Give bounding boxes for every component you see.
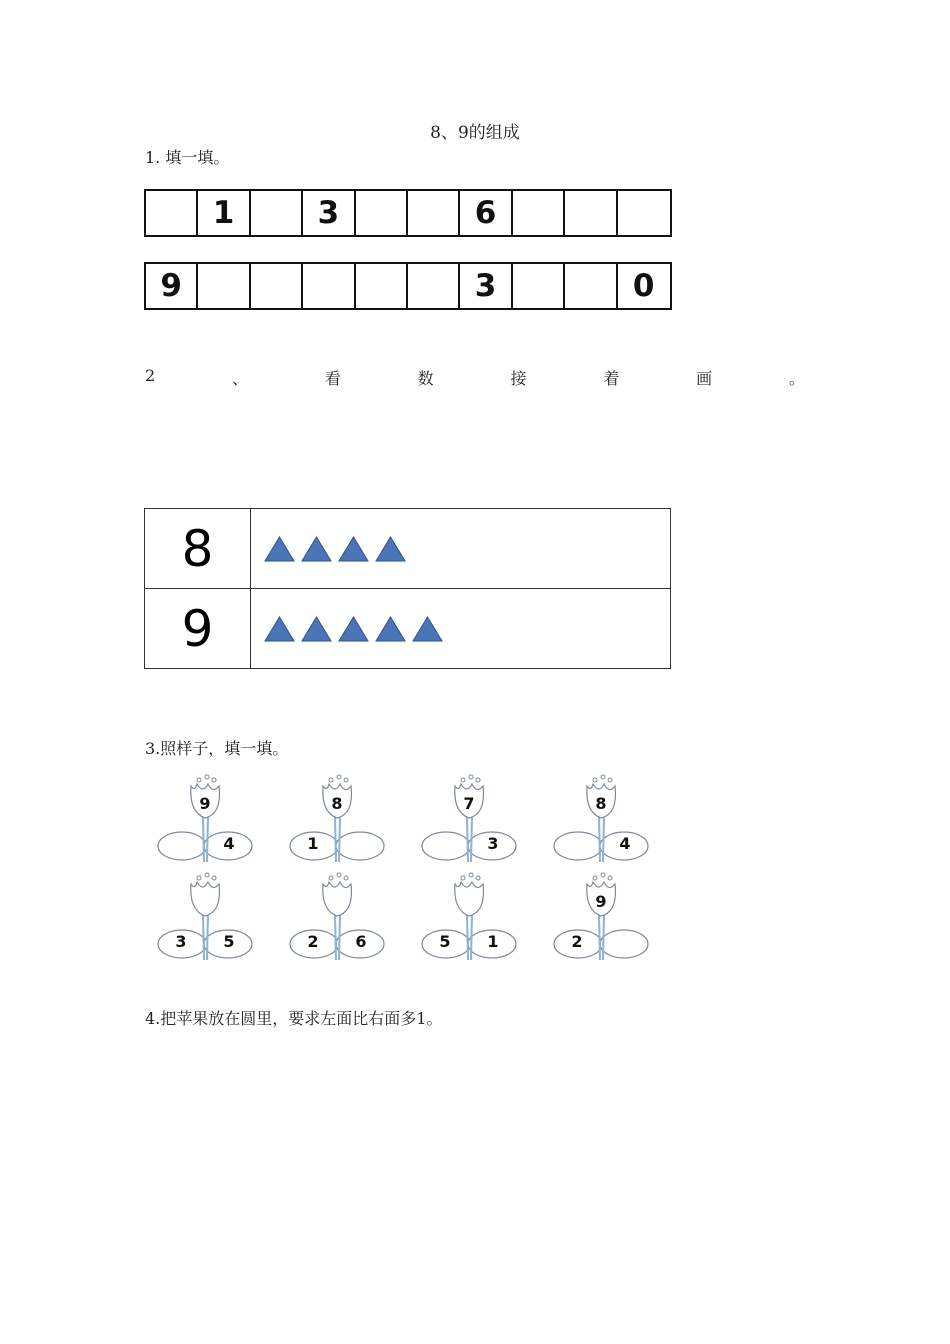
question-4-label: 4.把苹果放在圆里，要求左面比右面多1。	[145, 1009, 443, 1028]
q2-char: 接	[510, 369, 527, 388]
row-number: 9	[145, 589, 251, 668]
flower-item	[419, 870, 519, 970]
flower-grid	[155, 772, 655, 972]
q2-char: 着	[603, 369, 620, 388]
grid-cell[interactable]	[251, 191, 303, 235]
number-grid-row-1	[144, 189, 672, 237]
triangle-drawing-area[interactable]	[251, 589, 670, 668]
tulip-icon	[155, 772, 255, 872]
grid-cell[interactable]	[146, 191, 198, 235]
flower-top-number: 7	[463, 794, 475, 813]
tulip-icon	[155, 870, 255, 970]
tulip-icon	[419, 870, 519, 970]
triangle-drawing-area[interactable]	[251, 509, 670, 588]
tulip-icon	[551, 772, 651, 872]
triangle-icon	[337, 615, 370, 643]
tulip-icon	[287, 772, 387, 872]
grid-cell[interactable]	[565, 264, 617, 308]
flower-top-number: 9	[199, 794, 211, 813]
grid-cell[interactable]: 9	[146, 264, 198, 308]
q2-char: 。	[788, 369, 805, 388]
tulip-icon	[419, 772, 519, 872]
tulip-icon	[551, 870, 651, 970]
triangle-row-9	[145, 589, 670, 668]
grid-cell[interactable]: 1	[198, 191, 250, 235]
question-3-label: 3.照样子，填一填。	[145, 739, 289, 758]
triangle-icon	[263, 615, 296, 643]
flower-right-number: 5	[223, 932, 235, 951]
grid-cell[interactable]	[408, 264, 460, 308]
grid-cell[interactable]	[356, 264, 408, 308]
triangle-icon	[263, 535, 296, 563]
flower-left-number: 1	[307, 834, 319, 853]
grid-cell[interactable]: 3	[303, 191, 355, 235]
triangle-icon	[300, 615, 333, 643]
grid-cell[interactable]	[513, 191, 565, 235]
grid-cell[interactable]	[251, 264, 303, 308]
grid-cell[interactable]	[618, 191, 670, 235]
q2-char: 画	[696, 369, 713, 388]
flower-item	[287, 772, 387, 872]
question-2-label	[145, 366, 805, 389]
flower-item	[551, 870, 651, 970]
grid-cell[interactable]: 6	[460, 191, 512, 235]
flower-right-number: 6	[355, 932, 367, 951]
q2-char: 、	[232, 369, 249, 388]
flower-top-number: 8	[331, 794, 343, 813]
flower-top-number: 8	[595, 794, 607, 813]
triangle-table	[144, 508, 671, 669]
flower-right-number: 4	[619, 834, 631, 853]
q2-char: 数	[417, 369, 434, 388]
grid-cell[interactable]	[565, 191, 617, 235]
flower-item	[287, 870, 387, 970]
triangle-icon	[411, 615, 444, 643]
flower-left-number: 3	[175, 932, 187, 951]
grid-cell[interactable]	[303, 264, 355, 308]
grid-cell[interactable]	[356, 191, 408, 235]
grid-cell[interactable]	[513, 264, 565, 308]
flower-left-number: 5	[439, 932, 451, 951]
triangle-icon	[374, 615, 407, 643]
flower-left-number: 2	[571, 932, 583, 951]
triangle-row-8	[145, 509, 670, 589]
row-number: 8	[145, 509, 251, 588]
triangle-icon	[337, 535, 370, 563]
flower-item	[155, 870, 255, 970]
q2-char: 2	[145, 366, 156, 385]
number-grid-row-2	[144, 262, 672, 310]
triangle-icon	[374, 535, 407, 563]
flower-item	[155, 772, 255, 872]
flower-top-number: 9	[595, 892, 607, 911]
flower-left-number: 2	[307, 932, 319, 951]
triangle-icon	[300, 535, 333, 563]
flower-item	[419, 772, 519, 872]
flower-right-number: 4	[223, 834, 235, 853]
grid-cell[interactable]: 0	[632, 268, 655, 304]
q2-char: 看	[324, 369, 341, 388]
question-1-label: 1. 填一填。	[145, 148, 230, 167]
page-title: 8、9的组成	[430, 123, 520, 143]
grid-cell[interactable]: 3	[460, 264, 512, 308]
tulip-icon	[287, 870, 387, 970]
flower-item	[551, 772, 651, 872]
flower-right-number: 1	[487, 932, 499, 951]
grid-cell[interactable]	[198, 264, 250, 308]
grid-cell[interactable]	[408, 191, 460, 235]
flower-right-number: 3	[487, 834, 499, 853]
